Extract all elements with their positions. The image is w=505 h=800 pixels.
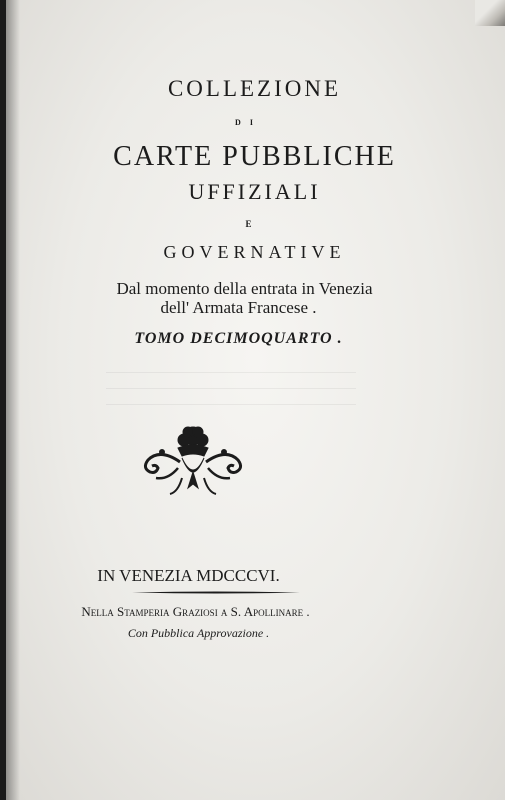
title-page (6, 0, 505, 800)
title-line-uffiziali: UFFIZIALI (188, 179, 321, 204)
imprint-place-date: IN VENEZIA MDCCCVI. (97, 566, 280, 585)
volume-label: TOMO DECIMOQUARTO . (134, 330, 343, 347)
show-through (106, 372, 356, 373)
subtitle-line-1: Dal momento della entrata in Venezia (116, 279, 373, 298)
title-line-collezione: COLLEZIONE (167, 76, 342, 101)
show-through (106, 388, 356, 389)
imprint-printer: Nella Stamperia Graziosi a S. Apollinare . (81, 604, 310, 619)
subtitle-line-2: dell' Armata Francese . (160, 298, 317, 317)
decorative-rule-icon (132, 591, 300, 594)
fleuron-ornament-icon (138, 422, 248, 502)
title-line-e: E (245, 219, 252, 229)
title-line-di: DI (235, 118, 262, 127)
page-corner (475, 0, 505, 26)
show-through (106, 404, 356, 405)
title-line-carte-pubbliche: CARTE PUBBLICHE (113, 141, 396, 172)
imprint-approval: Con Pubblica Approvazione . (127, 626, 270, 640)
title-line-governative: GOVERNATIVE (163, 242, 346, 262)
